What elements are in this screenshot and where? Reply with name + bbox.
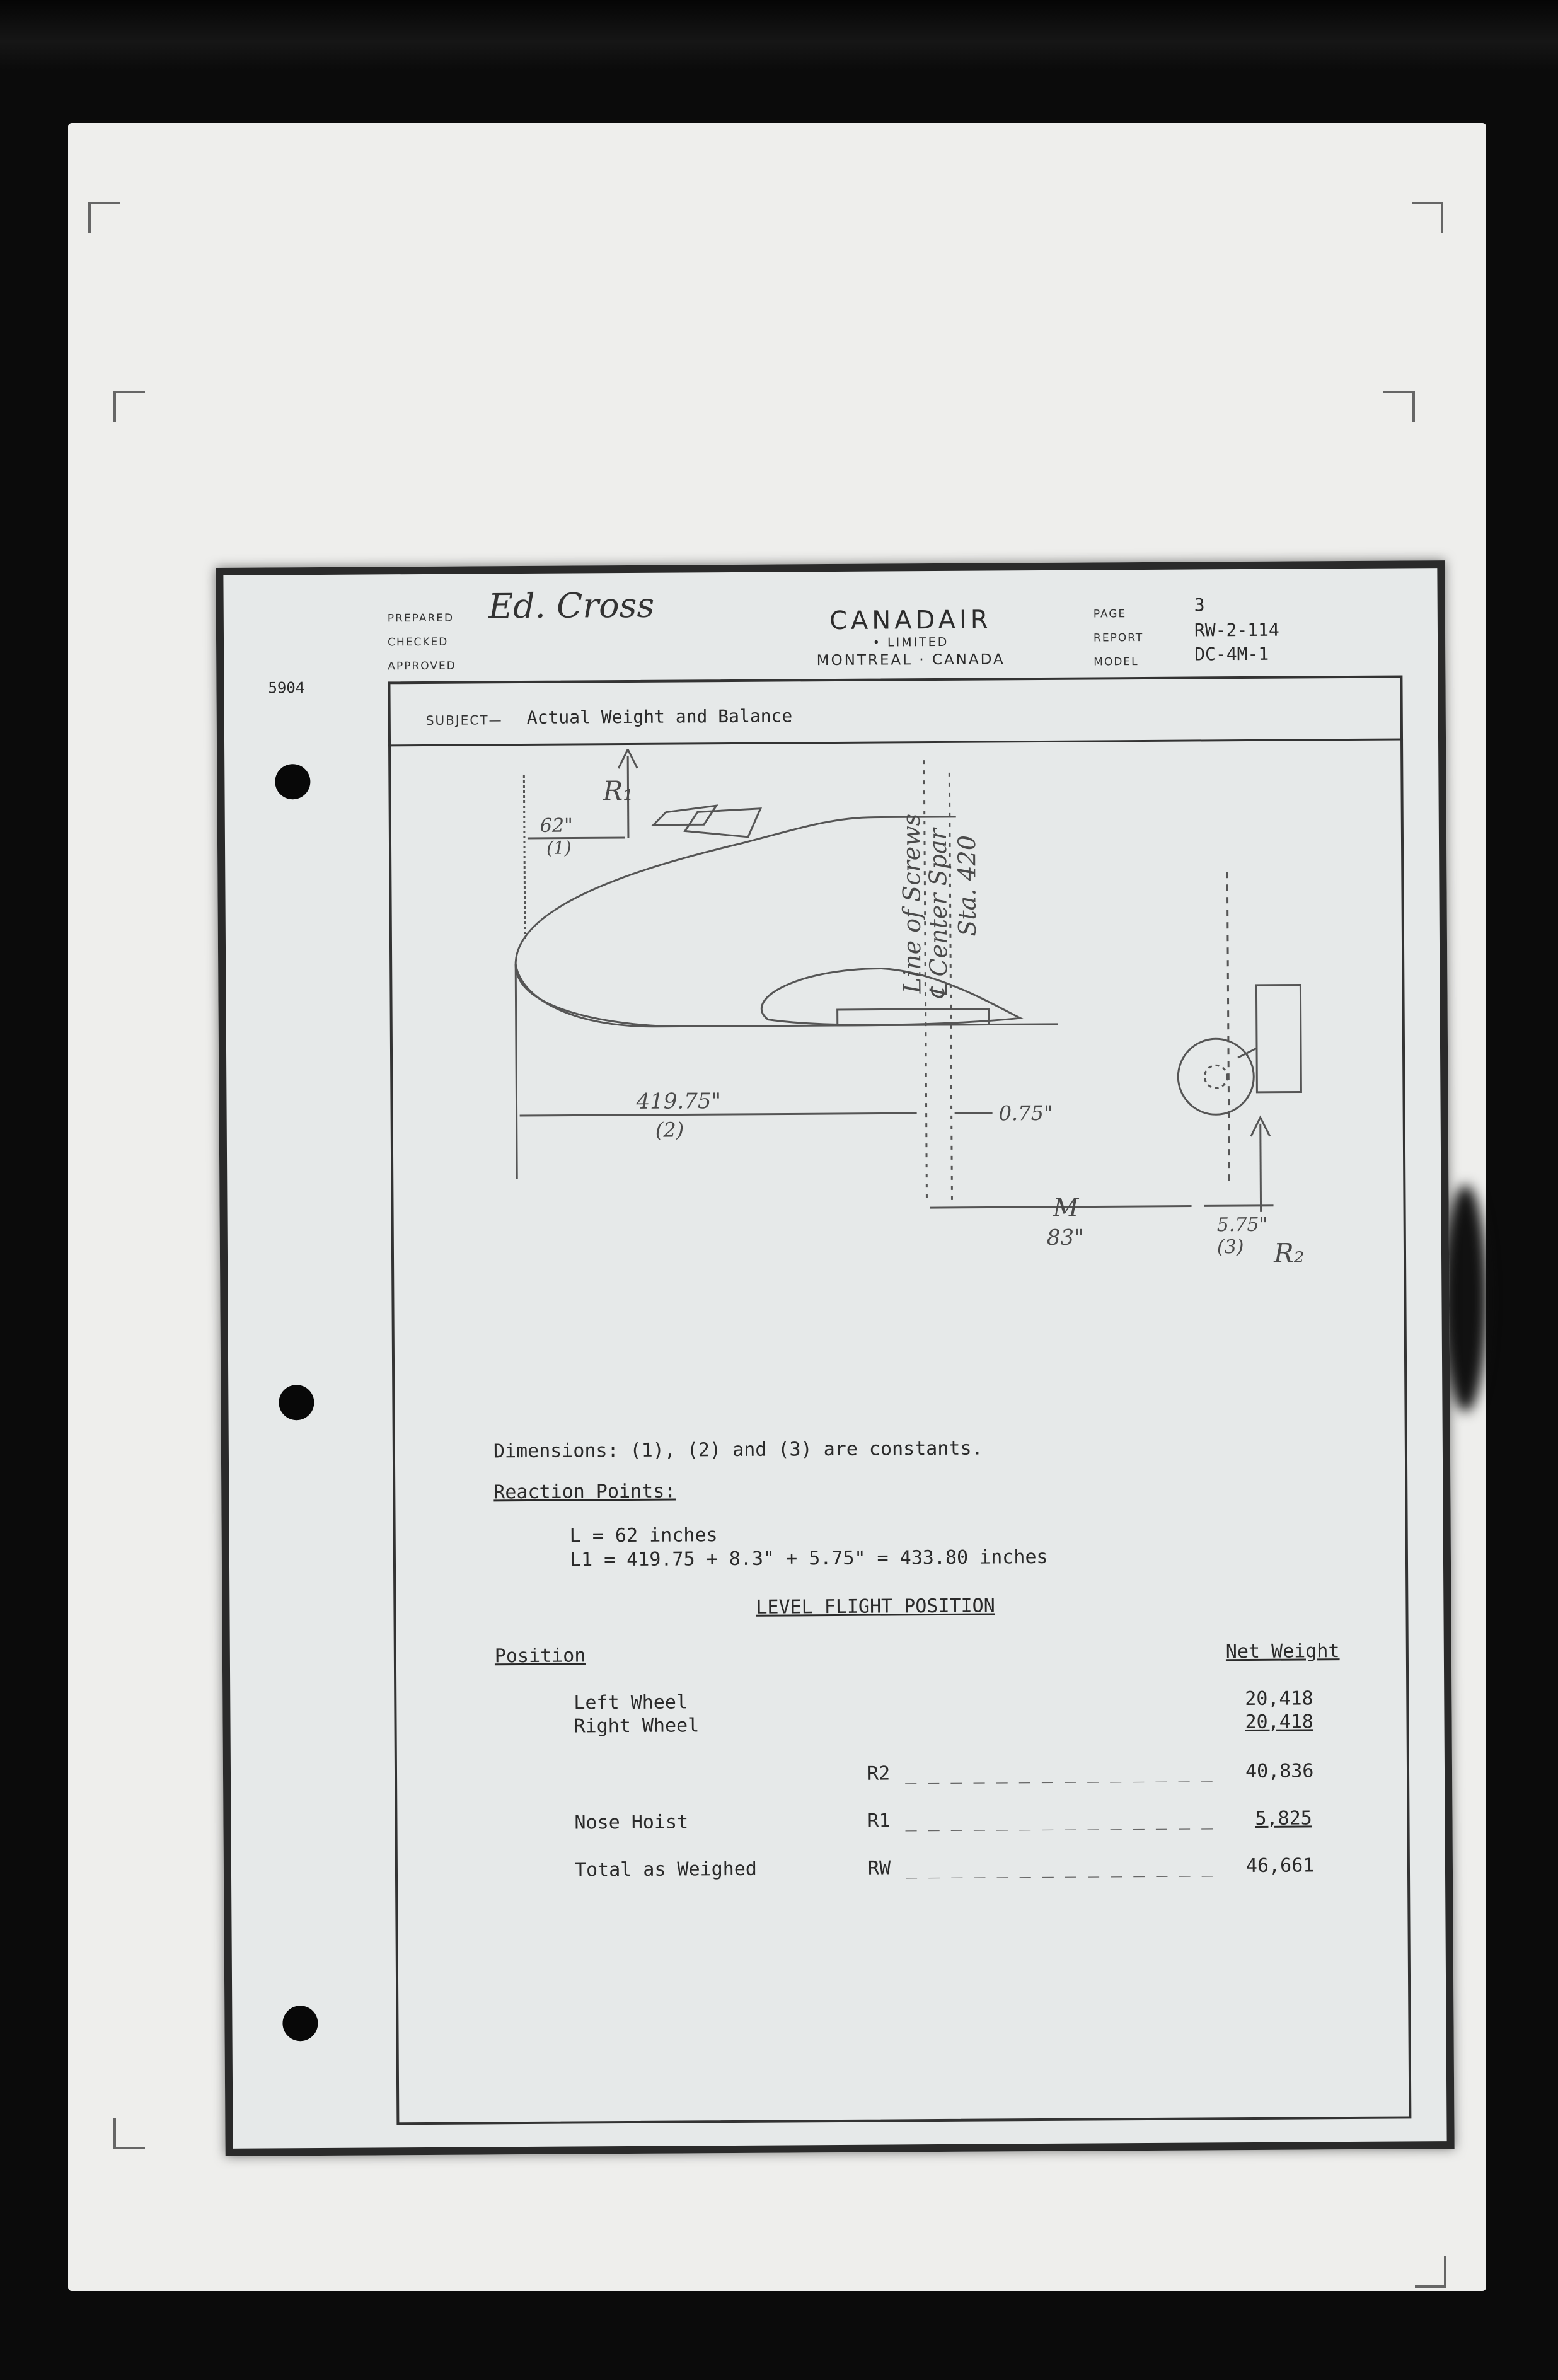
row-r1-symbol: R1 [867, 1810, 891, 1832]
offset-value: 0.75" [998, 1100, 1053, 1126]
m-label: M [1053, 1193, 1079, 1223]
row-left-wheel-label: Left Wheel [574, 1691, 688, 1714]
row-total-label: Total as Weighed [574, 1857, 758, 1881]
company-location: MONTREAL · CANADA [816, 651, 1005, 669]
binder-hole-middle [279, 1385, 314, 1420]
crop-mark-bottom-right [1415, 2256, 1446, 2288]
gear-centerline [1227, 872, 1229, 1187]
model-label: MODEL [1093, 656, 1139, 669]
dim3-tag: (3) [1216, 1236, 1244, 1259]
binder-hole-bottom [282, 2006, 318, 2041]
fuselage-outline [515, 814, 957, 1027]
row-left-wheel-value: 20,418 [1245, 1687, 1313, 1711]
crop-mark-top-left [88, 202, 120, 233]
cockpit-window-front [654, 806, 717, 825]
subject-value: Actual Weight and Balance [526, 705, 793, 728]
dimensions-note: Dimensions: (1), (2) and (3) are constants. [493, 1437, 983, 1463]
binder-hole-top [275, 764, 310, 799]
row-right-wheel-value: 20,418 [1245, 1711, 1314, 1734]
crop-mark-top-right [1412, 202, 1443, 233]
row-right-wheel-label: Right Wheel [574, 1714, 700, 1738]
company-limited: • LIMITED [872, 635, 949, 650]
m-value: 83" [1046, 1225, 1084, 1251]
checked-label: CHECKED [387, 635, 449, 649]
cockpit-window-rear [685, 809, 761, 838]
datum-line [516, 964, 517, 1179]
row-r2-symbol: R2 [867, 1762, 891, 1785]
approved-label: APPROVED [388, 659, 456, 673]
line-of-screws-label: Line of Screws [897, 813, 926, 994]
r2-label: R₂ [1273, 1237, 1305, 1269]
form-number: 5904 [268, 679, 305, 697]
report-page [216, 560, 1454, 2156]
model-value: DC-4M-1 [1194, 643, 1269, 665]
dim2-value: 419.75" [636, 1089, 722, 1114]
dim2-tag: (2) [655, 1118, 684, 1142]
crop-mark-mid-right [1383, 391, 1415, 422]
row-r2-leader: _ _ _ _ _ _ _ _ _ _ _ _ _ _ [904, 1760, 1213, 1785]
dim1-tag: (1) [546, 837, 572, 858]
row-nose-hoist-label: Nose Hoist [574, 1811, 689, 1834]
row-r1-leader: _ _ _ _ _ _ _ _ _ _ _ _ _ _ [905, 1808, 1213, 1832]
crop-mark-mid-left [113, 391, 145, 422]
report-value: RW-2-114 [1194, 619, 1279, 641]
edge-stain [1443, 1185, 1487, 1412]
prepared-label: PREPARED [387, 611, 454, 625]
subject-label: SUBJECT— [425, 712, 503, 728]
page-value: 3 [1194, 594, 1205, 616]
section-title: LEVEL FLIGHT POSITION [756, 1595, 995, 1619]
row-rw-symbol: RW [867, 1857, 891, 1880]
main-wheel [1178, 1039, 1254, 1115]
film-edge [0, 0, 1558, 69]
fuselage-belly [516, 961, 1058, 1027]
center-spar-label: ℄ Center Spar [923, 828, 953, 1000]
row-total-value: 46,661 [1245, 1854, 1315, 1878]
reaction-heading: Reaction Points: [493, 1480, 676, 1504]
row-r2-value: 40,836 [1245, 1760, 1314, 1783]
main-gear-strut [1256, 985, 1301, 1092]
main-wheel-hub [1204, 1065, 1227, 1088]
r1-label: R₁ [603, 775, 634, 807]
crop-mark-bottom-left [113, 2118, 145, 2149]
dim3-value: 5.75" [1216, 1213, 1268, 1237]
position-header: Position [494, 1644, 586, 1668]
page-label: PAGE [1093, 608, 1127, 621]
reference-line-left [524, 775, 525, 939]
weight-header: Net Weight [1225, 1640, 1340, 1663]
company-name: CANADAIR [829, 605, 992, 636]
wing-section [761, 968, 1020, 1025]
row-r1-value: 5,825 [1255, 1807, 1312, 1830]
aircraft-side-diagram [388, 744, 1407, 1381]
dim1-value: 62" [540, 814, 573, 837]
l-equation: L = 62 inches [569, 1524, 718, 1547]
l1-equation: L1 = 419.75 + 8.3" + 5.75" = 433.80 inches [569, 1545, 1048, 1571]
prepared-signature: Ed. Cross [488, 585, 655, 627]
row-rw-leader: _ _ _ _ _ _ _ _ _ _ _ _ _ _ [905, 1855, 1213, 1880]
report-label: REPORT [1093, 631, 1144, 645]
station-label: Sta. 420 [952, 835, 981, 937]
